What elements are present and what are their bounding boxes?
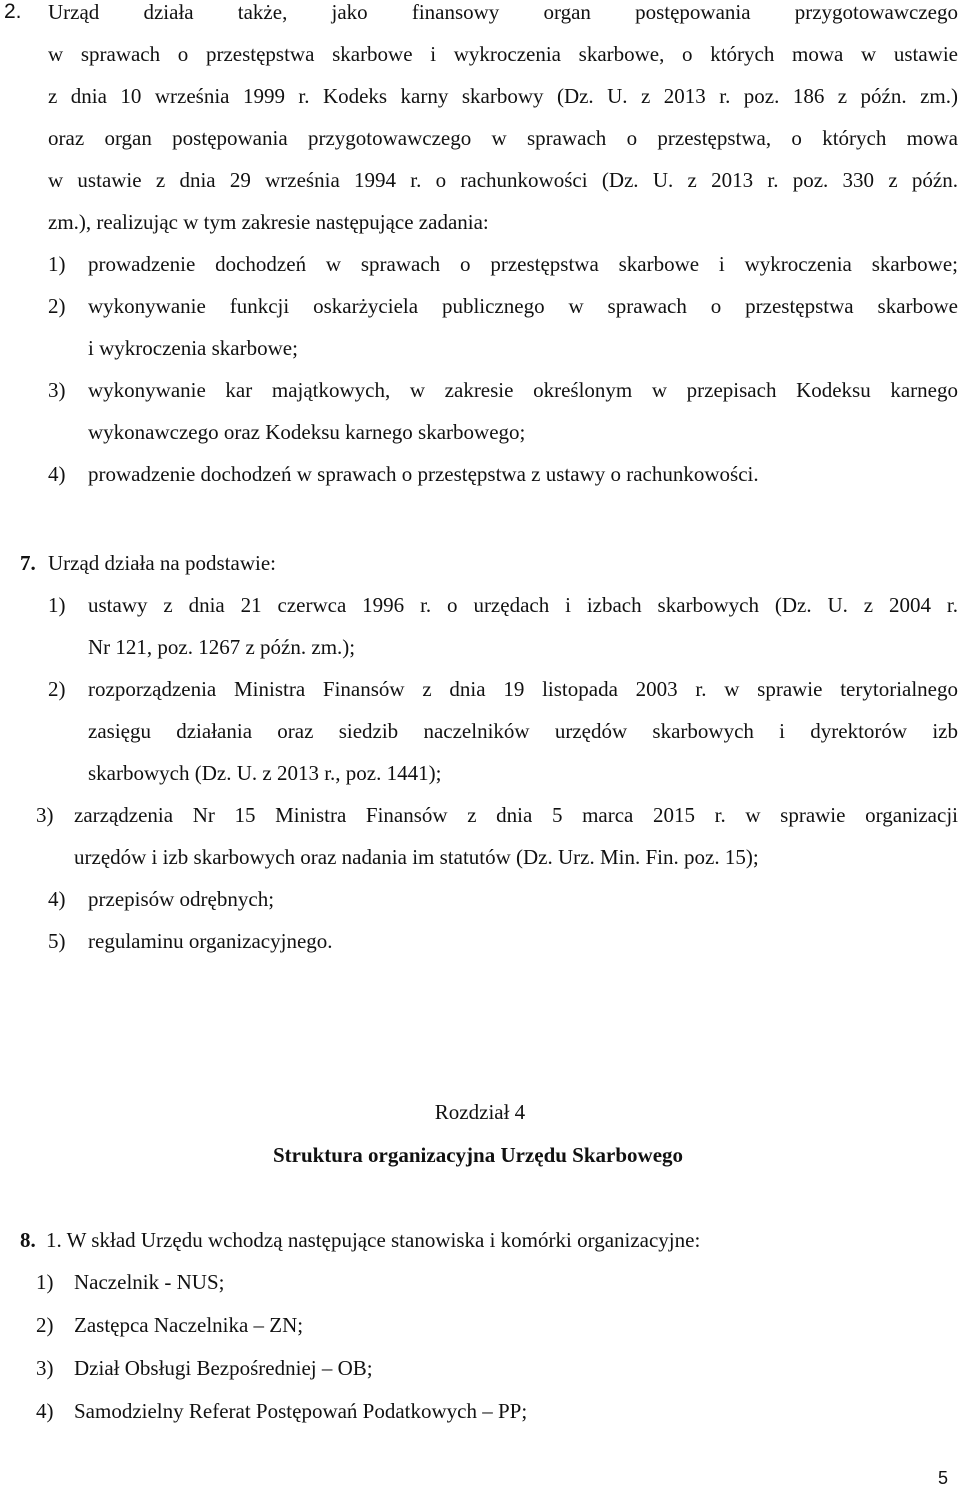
list-number: 4) xyxy=(48,462,66,486)
section-number: 8. xyxy=(20,1228,36,1252)
list-item: przepisów odrębnych; xyxy=(88,887,275,911)
list-item: Dział Obsługi Bezpośredniej – OB; xyxy=(74,1356,373,1380)
list-item-continuation: wykonawczego oraz Kodeksu karnego skarbowego; xyxy=(88,420,526,444)
list-item: prowadzenie dochodzeń w sprawach o przestępstwa z ustawy o rachunkowości. xyxy=(88,462,759,486)
paragraph-line: w sprawach o przestępstwa skarbowe i wykroczenia skarbowe, o których mowa w ustawie xyxy=(48,42,958,66)
list-item: ustawy z dnia 21 czerwca 1996 r. o urzędach i izbach skarbowych (Dz. U. z 2004 r. xyxy=(88,593,958,617)
section-number: 7. xyxy=(20,551,36,575)
chapter-label: Rozdział 4 xyxy=(434,1100,526,1124)
paragraph-line: z dnia 10 września 1999 r. Kodeks karny skarbowy (Dz. U. z 2013 r. poz. 186 z późn. zm.) xyxy=(48,84,958,108)
list-number: 3) xyxy=(36,1356,54,1380)
list-item: Samodzielny Referat Postępowań Podatkowych – PP; xyxy=(74,1399,528,1423)
list-item-continuation: skarbowych (Dz. U. z 2013 r., poz. 1441); xyxy=(88,761,442,785)
list-number: 4) xyxy=(48,887,66,911)
list-item: wykonywanie funkcji oskarżyciela publicznego w sprawach o przestępstwa skarbowe xyxy=(88,294,958,318)
list-number: 2) xyxy=(48,294,66,318)
paragraph-line: oraz organ postępowania przygotowawczego w sprawach o przestępstwa, o których mowa xyxy=(48,126,958,150)
list-number: 3) xyxy=(36,803,54,827)
list-item-continuation: zasięgu działania oraz siedzib naczelników urzędów skarbowych i dyrektorów izb xyxy=(88,719,958,743)
list-item-continuation: Nr 121, poz. 1267 z późn. zm.); xyxy=(88,635,356,659)
list-item: Naczelnik - NUS; xyxy=(74,1270,225,1294)
paragraph-line: Urząd działa także, jako finansowy organ postępowania przygotowawczego xyxy=(48,0,958,24)
paragraph-line: zm.), realizując w tym zakresie następujące zadania: xyxy=(48,210,489,234)
list-number: 4) xyxy=(36,1399,54,1423)
list-item: rozporządzenia Ministra Finansów z dnia 19 listopada 2003 r. w sprawie terytorialnego xyxy=(88,677,958,701)
section-intro: 1. W skład Urzędu wchodzą następujące stanowiska i komórki organizacyjne: xyxy=(46,1228,701,1252)
list-item: Zastępca Naczelnika – ZN; xyxy=(74,1313,304,1337)
list-number: 1) xyxy=(36,1270,54,1294)
list-item-continuation: i wykroczenia skarbowe; xyxy=(88,336,298,360)
list-number: 1) xyxy=(48,593,66,617)
list-item-continuation: urzędów i izb skarbowych oraz nadania im statutów (Dz. Urz. Min. Fin. poz. 15); xyxy=(74,845,759,869)
section-intro: Urząd działa na podstawie: xyxy=(48,551,276,575)
list-number: 3) xyxy=(48,378,66,402)
list-item: prowadzenie dochodzeń w sprawach o przestępstwa skarbowe i wykroczenia skarbowe; xyxy=(88,252,958,276)
list-item: regulaminu organizacyjnego. xyxy=(88,929,333,953)
list-item: wykonywanie kar majątkowych, w zakresie określonym w przepisach Kodeksu karnego xyxy=(88,378,958,402)
list-number: 1) xyxy=(48,252,66,276)
list-number: 2) xyxy=(48,677,66,701)
paragraph-line: w ustawie z dnia 29 września 1994 r. o rachunkowości (Dz. U. z 2013 r. poz. 330 z późn. xyxy=(48,168,958,192)
chapter-title: Struktura organizacyjna Urzędu Skarbowego xyxy=(272,1143,684,1167)
list-number: 5) xyxy=(48,929,66,953)
page-number: 5 xyxy=(937,1468,948,1488)
list-item: zarządzenia Nr 15 Ministra Finansów z dnia 5 marca 2015 r. w sprawie organizacji xyxy=(74,803,958,827)
section-number: 2. xyxy=(4,0,22,23)
list-number: 2) xyxy=(36,1313,54,1337)
